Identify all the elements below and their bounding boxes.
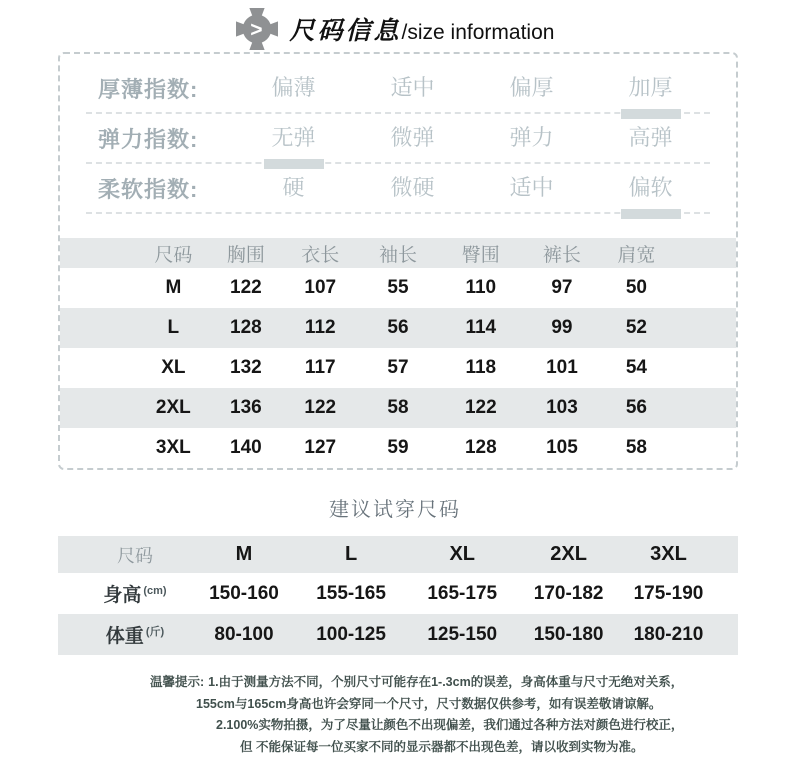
cell: 110: [439, 268, 524, 308]
cell: M: [60, 268, 209, 308]
col-header-size: 尺码: [60, 238, 209, 268]
weight-unit: (斤): [146, 626, 164, 638]
cell: 100-125: [296, 614, 406, 655]
page-title: [290, 11, 555, 47]
cell: 52: [601, 308, 736, 348]
note-line-3: 2.100%实物拍摄，为了尽量让颜色不出现偏差，我们通过各种方法对颜色进行校正，: [216, 715, 680, 737]
cell: 114: [439, 308, 524, 348]
weight-label: 体重: [106, 626, 144, 647]
col-header-bust: 胸围: [209, 238, 283, 268]
note-prefix: 温馨提示:: [150, 675, 204, 689]
cell: 122: [283, 388, 357, 428]
cell: 122: [209, 268, 283, 308]
cell: 140: [209, 428, 283, 468]
softness-index-options: [234, 163, 710, 213]
height-unit: (cm): [143, 585, 166, 597]
cell: 150-180: [518, 614, 619, 655]
page-title-cn: 尺码信息: [290, 16, 402, 45]
cell: 56: [357, 308, 438, 348]
cell: 103: [523, 388, 601, 428]
cell: 105: [523, 428, 601, 468]
tryon-size-table: [58, 536, 738, 655]
index-option: 适中: [353, 63, 472, 113]
size-info-panel: [58, 52, 738, 470]
col-header-shoulder: 肩宽: [601, 238, 736, 268]
index-option: 微弹: [353, 113, 472, 163]
col-header-hip: 臀围: [439, 238, 524, 268]
col-header-length: 衣长: [283, 238, 357, 268]
size-measurement-table: [60, 238, 736, 468]
cell: 122: [439, 388, 524, 428]
col-header-m: M: [192, 536, 296, 573]
thickness-index-options: [234, 63, 710, 113]
table-row: [60, 268, 736, 308]
index-option: 高弹: [591, 113, 710, 163]
col-header-size: 尺码: [58, 536, 192, 573]
col-header-l: L: [296, 536, 406, 573]
thickness-index-label: 厚薄指数:: [86, 73, 234, 104]
table-row: [60, 428, 736, 468]
softness-index-row: [86, 164, 710, 214]
cell: 112: [283, 308, 357, 348]
cell: 165-175: [406, 573, 518, 614]
height-row: [58, 573, 738, 614]
cell: 3XL: [60, 428, 209, 468]
note-line-2: 155cm与165cm身高也许会穿同一个尺寸，尺寸数据仅供参考，如有误差敬请谅解。: [196, 694, 680, 716]
tryon-section-title: 建议试穿尺码: [0, 493, 790, 522]
index-option: 偏薄: [234, 63, 353, 113]
cell: 170-182: [518, 573, 619, 614]
cell: 127: [283, 428, 357, 468]
cell: 58: [357, 388, 438, 428]
cell: 59: [357, 428, 438, 468]
table-row: [60, 308, 736, 348]
elasticity-index-row: [86, 114, 710, 164]
elasticity-index-options: [234, 113, 710, 163]
page-header: [0, 0, 790, 50]
page-title-en: /size information: [402, 21, 555, 44]
cell: 118: [439, 348, 524, 388]
cell: 80-100: [192, 614, 296, 655]
cell: 155-165: [296, 573, 406, 614]
cell: 150-160: [192, 573, 296, 614]
cell: XL: [60, 348, 209, 388]
tryon-header-row: [58, 536, 738, 573]
reminder-notes: [150, 672, 680, 758]
cell: 107: [283, 268, 357, 308]
index-option-selected: 无弹: [234, 113, 353, 163]
size-table-header-row: [60, 238, 736, 268]
height-label: 身高: [103, 585, 141, 606]
col-header-pants: 裤长: [523, 238, 601, 268]
elasticity-index-label: 弹力指数:: [86, 123, 234, 154]
height-row-label: [58, 573, 192, 614]
cell: 57: [357, 348, 438, 388]
cell: 97: [523, 268, 601, 308]
cell: 56: [601, 388, 736, 428]
cell: 128: [439, 428, 524, 468]
index-option: 硬: [234, 163, 353, 213]
index-option-selected: 偏软: [591, 163, 710, 213]
arrow-right-badge-icon: [236, 8, 278, 50]
svg-text:>: >: [249, 18, 261, 41]
cell: 55: [357, 268, 438, 308]
table-row: [60, 388, 736, 428]
cell: 128: [209, 308, 283, 348]
index-option: 弹力: [472, 113, 591, 163]
note-line-1: [150, 672, 680, 694]
cell: 101: [523, 348, 601, 388]
cell: 54: [601, 348, 736, 388]
softness-index-label: 柔软指数:: [86, 173, 234, 204]
weight-row: [58, 614, 738, 655]
cell: 175-190: [619, 573, 738, 614]
thickness-index-row: [86, 64, 710, 114]
index-option: 适中: [472, 163, 591, 213]
note-text: 1.由于测量方法不同，个别尺寸可能存在1-.3cm的误差，身高体重与尺寸无绝对关系，: [208, 675, 683, 689]
table-row: [60, 348, 736, 388]
cell: L: [60, 308, 209, 348]
cell: 2XL: [60, 388, 209, 428]
cell: 125-150: [406, 614, 518, 655]
weight-row-label: [58, 614, 192, 655]
col-header-sleeve: 袖长: [357, 238, 438, 268]
cell: 50: [601, 268, 736, 308]
col-header-3xl: 3XL: [619, 536, 738, 573]
index-option: 偏厚: [472, 63, 591, 113]
cell: 117: [283, 348, 357, 388]
index-option: 微硬: [353, 163, 472, 213]
note-line-4: 但 不能保证每一位买家不同的显示器都不出现色差，请以收到实物为准。: [240, 737, 680, 758]
cell: 58: [601, 428, 736, 468]
cell: 136: [209, 388, 283, 428]
cell: 132: [209, 348, 283, 388]
fabric-index-section: [60, 54, 736, 214]
col-header-xl: XL: [406, 536, 518, 573]
col-header-2xl: 2XL: [518, 536, 619, 573]
cell: 99: [523, 308, 601, 348]
cell: 180-210: [619, 614, 738, 655]
index-option-selected: 加厚: [591, 63, 710, 113]
